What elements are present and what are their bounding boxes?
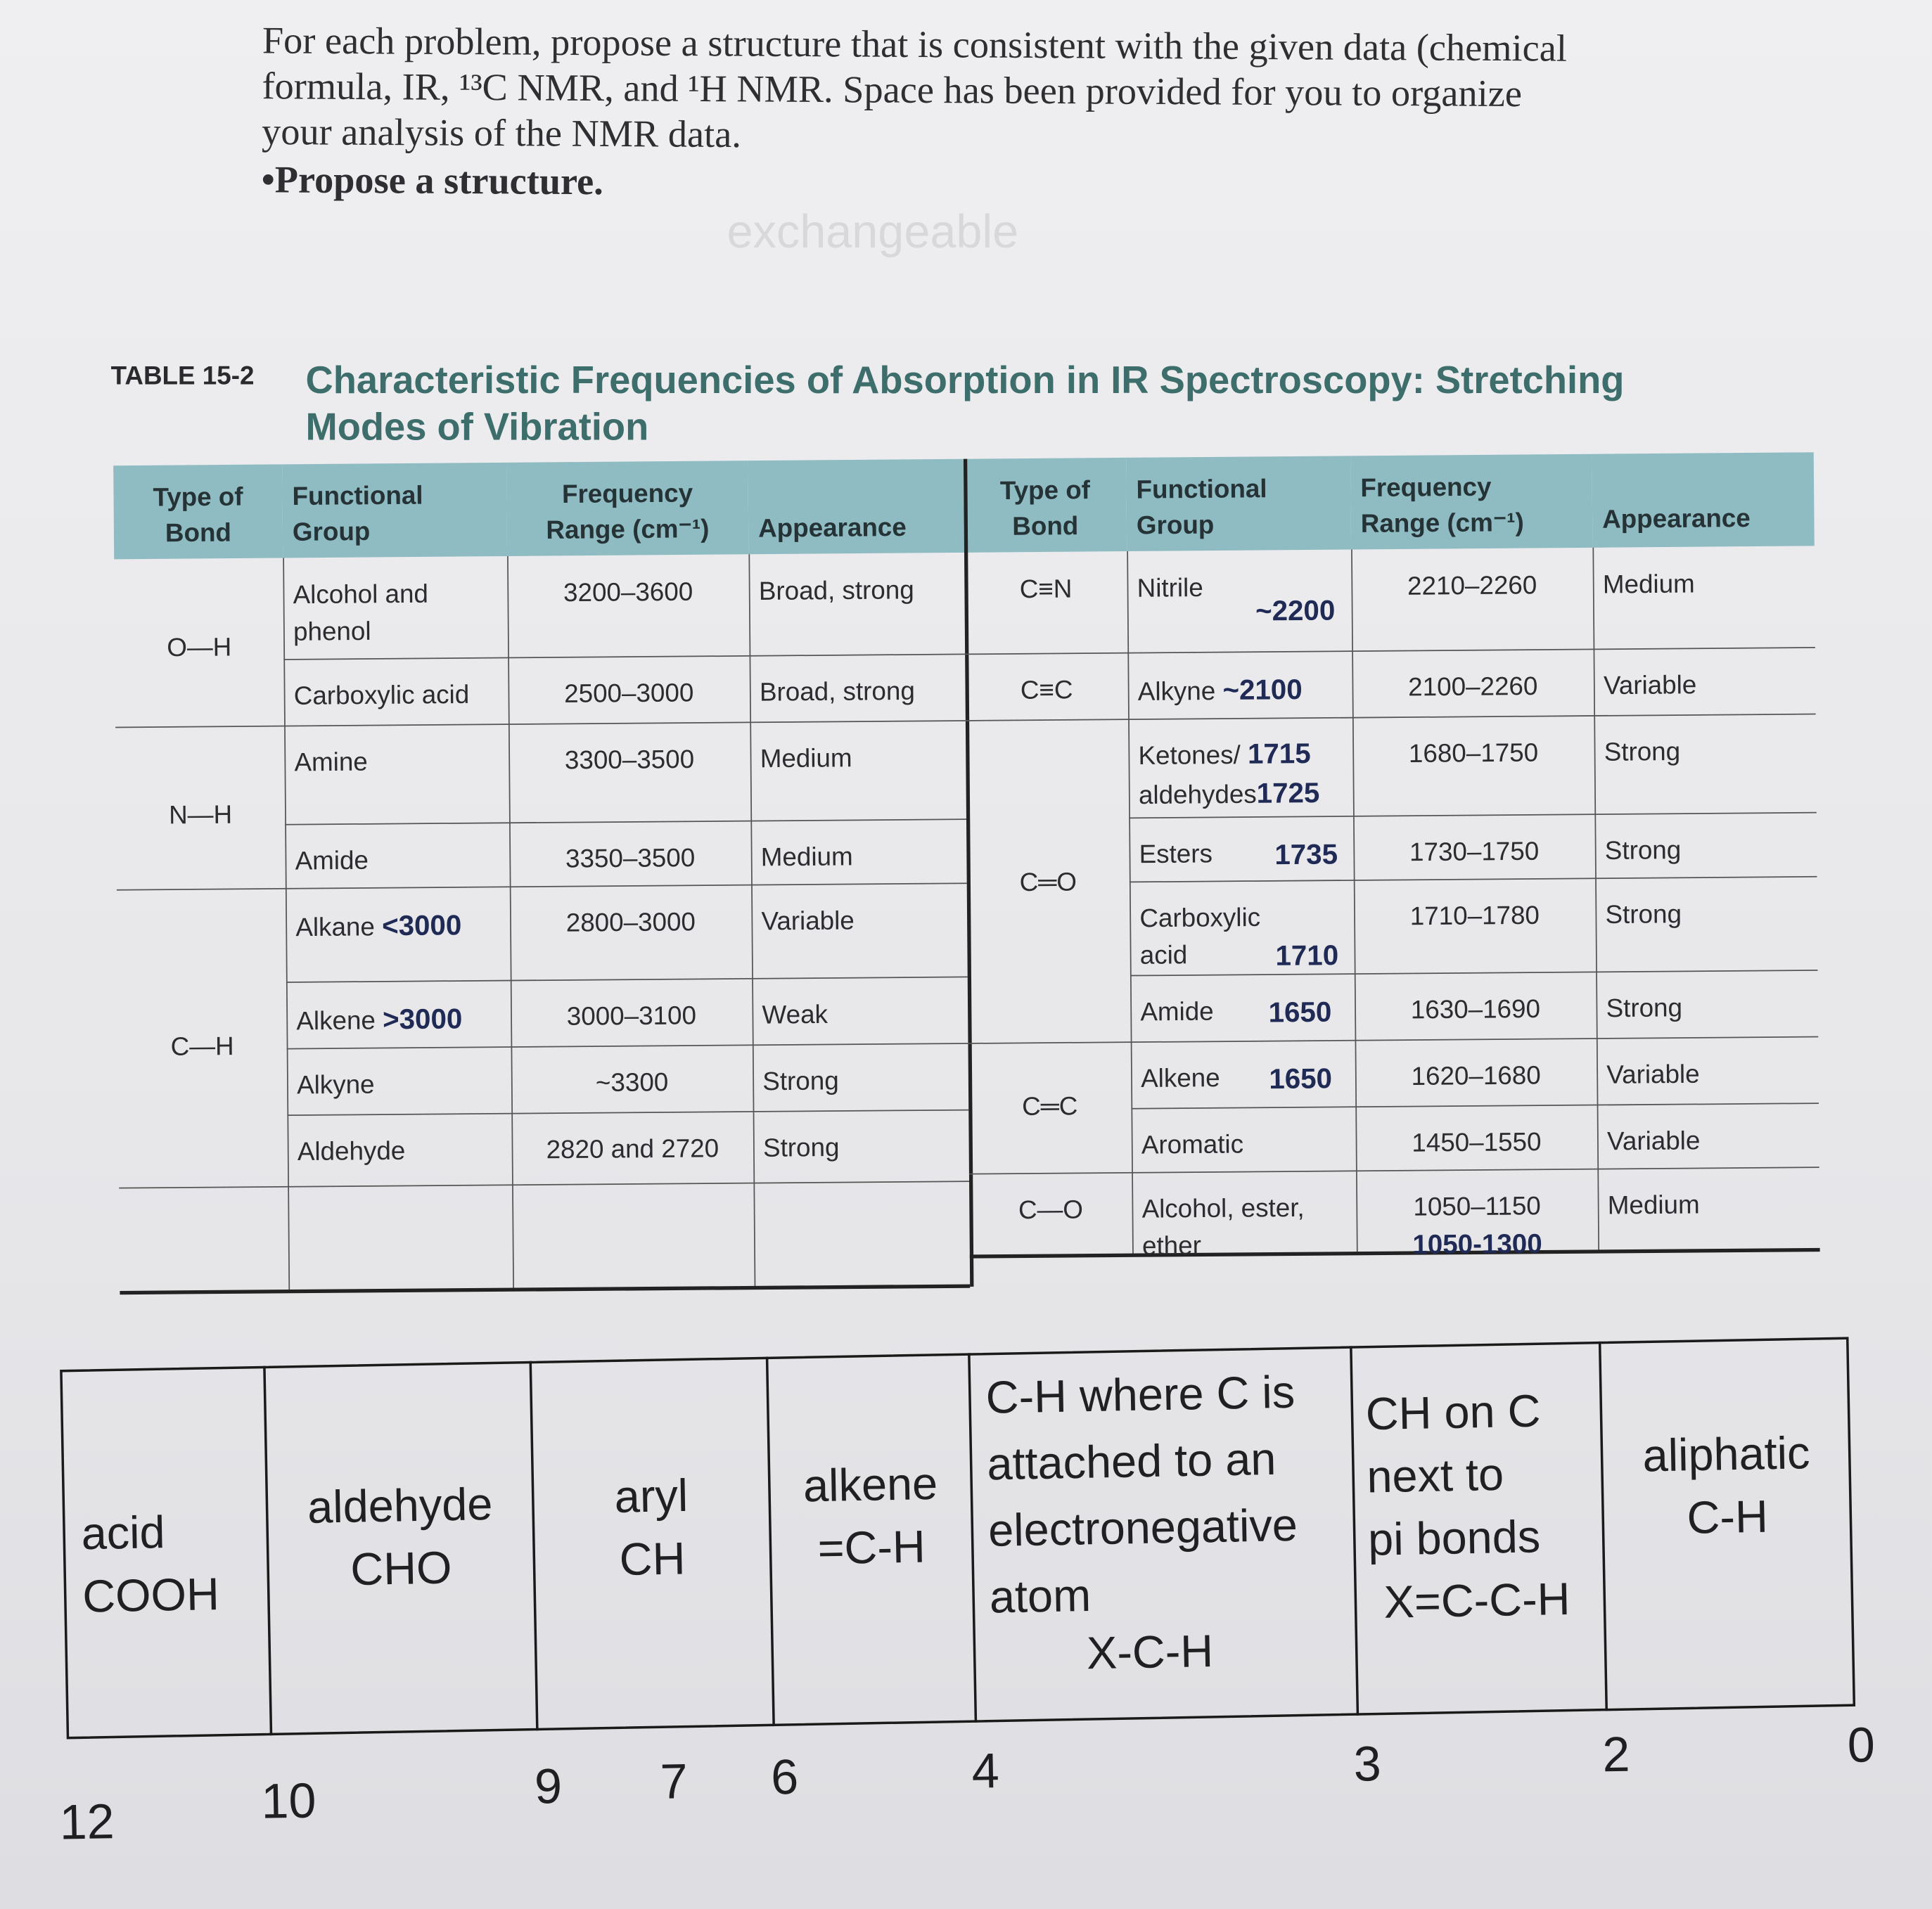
appearance-cell: Broad, strong [759, 677, 916, 707]
header-appearance-right: Appearance [1592, 452, 1814, 548]
appearance-cell: Medium [1607, 1190, 1700, 1221]
nmr-shift-chart [56, 1297, 1876, 1851]
frequency-cell: 3350–3500 [565, 844, 696, 874]
frequency-cell: 3000–3100 [566, 1001, 697, 1031]
instructions [262, 18, 1692, 211]
group-cell: Alkyne [296, 1071, 375, 1100]
table-label: TABLE 15-2 [110, 362, 255, 391]
frequency-cell: 1730–1750 [1409, 837, 1540, 867]
appearance-cell: Strong [1606, 994, 1683, 1023]
bond-co-single: C—O [1018, 1195, 1084, 1225]
table-title-line: Characteristic Frequencies of Absorption in IR Spectroscopy: Stretching [305, 358, 1625, 402]
bond-cc-triple: C≡C [1020, 676, 1073, 705]
ppm-tick-label: 9 [534, 1759, 563, 1815]
nmr-region-aldehyde: aldehyde CHO [307, 1479, 493, 1595]
note-annotation: <3000 [381, 908, 462, 941]
ppm-tick-label: 4 [971, 1744, 1000, 1799]
appearance-cell: Medium [1602, 570, 1695, 600]
appearance-cell: Variable [761, 906, 855, 937]
group-cell: Alkene 1650 [1131, 1050, 1355, 1098]
header-frequency-right: Frequency Range (cm⁻¹) [1350, 454, 1592, 550]
group-cell: Nitrile ~2200 [1127, 560, 1351, 608]
frequency-cell: 2800–3000 [565, 908, 696, 938]
header-appearance-left: Appearance [748, 459, 964, 555]
group-cell: Alkane <3000 [295, 908, 462, 942]
nmr-region-allylic: CH on C next to pi bonds X=C-C-H [1365, 1385, 1571, 1628]
appearance-cell: Variable [1606, 1126, 1701, 1157]
ppm-tick-label: 3 [1353, 1737, 1382, 1792]
header-bond-right: Type of Bond [964, 458, 1127, 553]
frequency-cell: 2820 and 2720 [546, 1134, 719, 1164]
group-cell: Amide 1650 [1130, 983, 1355, 1031]
frequency-cell: 1710–1780 [1409, 901, 1540, 931]
bond-cc-double: C═C [1022, 1092, 1078, 1121]
ir-frequency-table [113, 452, 1820, 1297]
group-cell: Amine [294, 748, 368, 778]
nmr-region-alkene: alkene =C-H [802, 1458, 938, 1574]
frequency-cell: 2100–2260 [1408, 672, 1538, 702]
note-annotation: >3000 [382, 1002, 463, 1036]
frequency-cell: 3300–3500 [564, 745, 695, 776]
appearance-cell: Medium [760, 744, 852, 773]
note-annotation: 1725 [1256, 776, 1320, 809]
group-cell: Alcohol, ester, ether [1141, 1194, 1305, 1261]
frequency-cell: 1050–1150 1050-1300 [1356, 1178, 1598, 1264]
note-annotation: 1710 [1275, 939, 1339, 972]
frequency-cell: ~3300 [595, 1068, 669, 1098]
appearance-cell: Variable [1603, 671, 1697, 700]
bond-oh: O—H [167, 633, 232, 662]
table-title-line: Modes of Vibration [305, 405, 649, 449]
group-cell: Carboxylic acid [293, 681, 470, 711]
appearance-cell: Broad, strong [758, 576, 914, 606]
note-annotation: ~2100 [1222, 673, 1303, 706]
appearance-cell: Strong [1604, 836, 1682, 866]
nmr-region-aliphatic: aliphatic C-H [1642, 1427, 1811, 1543]
ppm-tick-label: 7 [659, 1754, 689, 1810]
note-annotation: 1735 [1274, 837, 1338, 870]
appearance-cell: Medium [760, 842, 853, 873]
nmr-region-acid: acid COOH [81, 1507, 220, 1622]
table-title [305, 357, 1722, 451]
header-group-right: Functional Group [1126, 456, 1351, 551]
group-cell: Alkene >3000 [296, 1002, 463, 1036]
frequency-cell: 1620–1680 [1411, 1061, 1541, 1091]
group-cell: Aromatic [1141, 1130, 1244, 1160]
bond-nh: N—H [168, 801, 233, 830]
instruction-task: •Propose a structure. [261, 158, 604, 203]
frequency-cell: 3200–3600 [563, 578, 693, 608]
frequency-cell: 2500–3000 [564, 679, 694, 709]
ppm-tick-label: 2 [1601, 1728, 1631, 1783]
group-cell: Alcohol and phenol [293, 580, 429, 647]
frequency-cell: 1450–1550 [1412, 1128, 1542, 1158]
header-frequency-left: Frequency Range (cm⁻¹) [506, 461, 748, 556]
ppm-tick-label: 12 [58, 1794, 115, 1851]
instruction-line: your analysis of the NMR data. [261, 109, 742, 156]
group-cell: Esters 1735 [1129, 825, 1353, 874]
instruction-line: formula, IR, ¹³C NMR, and ¹H NMR. Space has been provided for you to organize [262, 64, 1523, 115]
header-group-left: Functional Group [282, 463, 507, 558]
header-bond-left: Type of Bond [113, 464, 283, 559]
bond-ch: C—H [170, 1032, 234, 1062]
instruction-line: For each problem, propose a structure that is consistent with the given data (chemical [262, 18, 1568, 70]
group-cell: Amide [295, 847, 369, 876]
frequency-cell: 1680–1750 [1408, 739, 1539, 769]
note-annotation: 1650 [1269, 1062, 1333, 1095]
appearance-cell: Strong [1605, 900, 1682, 930]
watermark-text: exchangeable [727, 207, 1019, 259]
bond-cn: C≡N [1019, 574, 1073, 604]
ppm-tick-label: 0 [1847, 1718, 1876, 1773]
appearance-cell: Variable [1606, 1060, 1700, 1090]
frequency-cell: 2210–2260 [1407, 571, 1537, 601]
ppm-tick-label: 6 [770, 1750, 799, 1806]
appearance-cell: Strong [762, 1133, 840, 1163]
appearance-cell: Strong [762, 1067, 839, 1096]
group-cell: Ketones/ 1715 aldehydes1725 [1138, 737, 1320, 810]
frequency-cell: 1630–1690 [1410, 995, 1541, 1025]
nmr-region-electronegative: C-H where C is attached to an electronegative atom X-C-H [985, 1366, 1298, 1679]
group-cell: Aldehyde [297, 1137, 406, 1166]
group-cell: Alkyne ~2100 [1137, 673, 1303, 707]
appearance-cell: Weak [762, 1001, 829, 1030]
note-annotation: 1715 [1247, 737, 1311, 770]
note-annotation: 1650 [1268, 995, 1332, 1029]
nmr-region-aryl: aryl CH [614, 1470, 689, 1586]
note-annotation: 1050-1300 [1412, 1228, 1542, 1260]
ppm-tick-label: 10 [260, 1774, 317, 1830]
group-cell: Carboxylic acid 1710 [1130, 889, 1355, 975]
bond-co-double: C═O [1019, 868, 1077, 897]
note-annotation: ~2200 [1255, 593, 1336, 627]
appearance-cell: Strong [1604, 738, 1681, 767]
